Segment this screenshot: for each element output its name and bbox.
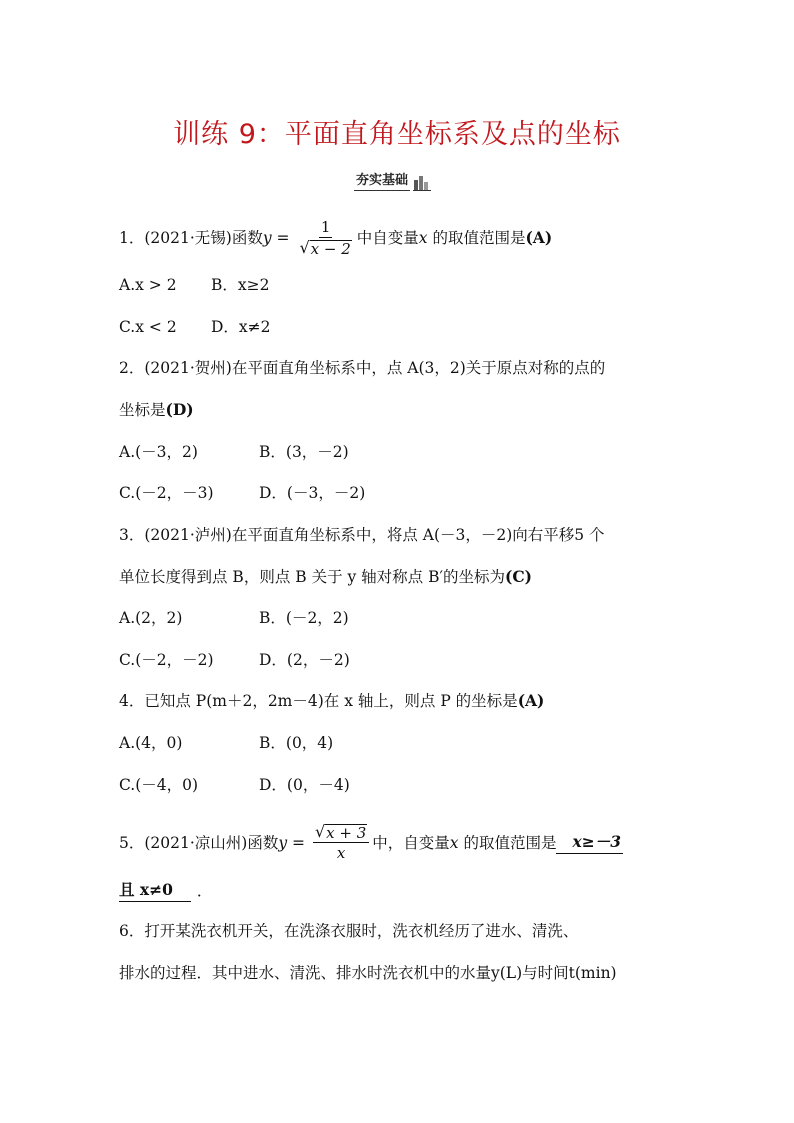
- q1-sqrt: [299, 239, 351, 257]
- q1-sqrt-body: x − 2: [310, 240, 351, 258]
- q2-option-c: C.(－2，－3): [119, 484, 214, 502]
- q5-fraction: [313, 823, 369, 862]
- q4-options-row-2: [119, 774, 350, 796]
- question-2-line-1: 2．(2021·贺州)在平面直角坐标系中，点 A(3，2)关于原点对称的点的: [119, 359, 606, 377]
- q5-number: 5．: [119, 833, 145, 852]
- sqrt-symbol: √: [314, 822, 326, 841]
- question-6-line-1: 6．打开某洗衣机开关，在洗涤衣服时，洗衣机经历了进水、清洗、: [119, 922, 579, 940]
- q1-var-y: y: [262, 228, 272, 247]
- q5-var-x: x: [449, 833, 459, 852]
- q5-mid-text: 中，自变量: [372, 833, 450, 852]
- q3-line2-text: 单位长度得到点 B，则点 B 关于 y 轴对称点 B′的坐标为: [119, 568, 506, 586]
- q4-line1-text: 4．已知点 P(m＋2，2m－4)在 x 轴上，则点 P 的坐标是: [119, 692, 518, 710]
- q5-answer-part-1: [556, 831, 623, 854]
- q1-mid-text: 中自变量: [356, 228, 419, 247]
- q1-option-c: C.x < 2: [119, 318, 177, 336]
- q1-var-x: x: [418, 228, 428, 247]
- q4-option-a: A.(4，0): [119, 734, 183, 752]
- q2-option-d: D．(－3，－2): [259, 484, 366, 502]
- q5-fraction-denominator: x: [336, 844, 346, 862]
- q5-source: (2021·凉山州)函数: [144, 833, 279, 852]
- q4-answer: (A): [517, 691, 545, 710]
- q1-equals: =: [271, 228, 295, 247]
- q1-answer: (A): [525, 227, 553, 247]
- q2-answer: (D): [165, 400, 194, 419]
- q1-post-text: 的取值范围是: [427, 228, 526, 247]
- q2-line2-text: 坐标是: [119, 401, 166, 419]
- q1-options-row-2: [119, 316, 271, 338]
- question-3-line-2: [119, 566, 532, 588]
- q3-option-a: A.(2，2): [119, 609, 183, 627]
- question-1-stem: [119, 218, 552, 257]
- q3-options-row-1: [119, 607, 349, 629]
- section-label: 夯实基础: [354, 173, 410, 191]
- q4-option-c: C.(－4，0): [119, 776, 199, 794]
- q1-fraction: [297, 218, 353, 257]
- q5-sqrt-body: x + 3: [326, 824, 367, 842]
- sqrt-symbol: √: [299, 238, 310, 257]
- q5-answer-line-2: [119, 879, 212, 902]
- q5-answer-part-1-text: x≥－3: [572, 832, 621, 851]
- q3-answer: (C): [505, 567, 533, 586]
- q3-option-d: D．(2，－2): [259, 651, 350, 669]
- q1-source: (2021·无锡)函数: [144, 228, 263, 247]
- q1-number: 1．: [119, 228, 145, 247]
- q1-fraction-denominator: [297, 238, 353, 257]
- page-title: 训练 9：平面直角坐标系及点的坐标: [173, 119, 621, 150]
- q1-option-d: D．x≠2: [211, 318, 271, 336]
- q2-options-row-1: [119, 441, 349, 463]
- q4-option-d: D．(0，－4): [259, 776, 350, 794]
- q5-fraction-numerator: [313, 823, 369, 843]
- q2-option-a: A.(－3，2): [119, 443, 198, 461]
- q1-options-row-1: [119, 274, 269, 296]
- q1-option-a: A.x > 2: [119, 276, 177, 294]
- section-header: [354, 171, 431, 191]
- q3-options-row-2: [119, 649, 350, 671]
- q3-option-c: C.(－2，－2): [119, 651, 214, 669]
- q5-equals: =: [287, 833, 310, 852]
- q5-sqrt: [315, 823, 367, 841]
- q4-options-row-1: [119, 732, 333, 754]
- question-2-line-2: [119, 399, 194, 421]
- q4-option-b: B．(0，4): [259, 734, 334, 752]
- q2-option-b: B．(3，－2): [259, 443, 349, 461]
- q5-var-y: y: [278, 833, 288, 852]
- q3-option-b: B．(－2，2): [259, 609, 349, 627]
- question-6-line-2: 排水的过程．其中进水、清洗、排水时洗衣机中的水量y(L)与时间t(min): [119, 964, 617, 982]
- q5-answer-part-2: 且 x≠0: [119, 879, 191, 902]
- q5-post-text: 的取值范围是: [458, 833, 557, 852]
- q2-options-row-2: [119, 482, 365, 504]
- q1-fraction-numerator: 1: [320, 218, 331, 236]
- question-5-stem: [119, 823, 623, 862]
- question-4-stem: [119, 690, 544, 712]
- question-3-line-1: 3．(2021·泸州)在平面直角坐标系中，将点 A(－3，－2)向右平移5 个: [119, 526, 605, 544]
- q1-option-b: B．x≥2: [211, 276, 270, 294]
- q5-end-mark: ．: [196, 881, 213, 900]
- building-icon: [413, 174, 431, 191]
